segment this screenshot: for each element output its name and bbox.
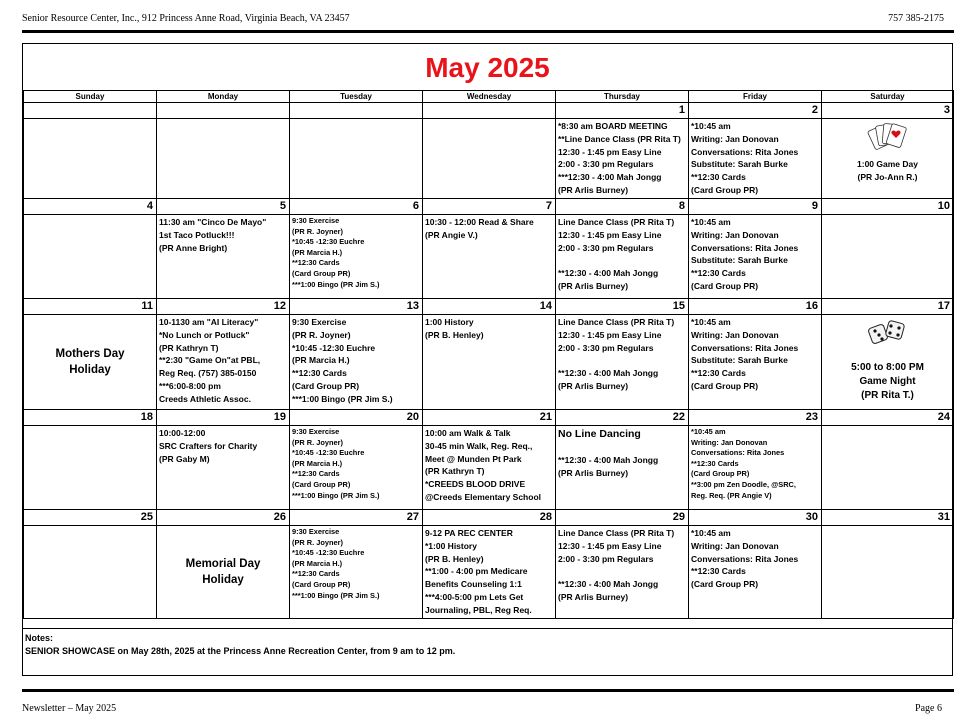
event-line <box>558 565 686 578</box>
day-cell <box>24 426 157 510</box>
event-line: *No Lunch or Potluck" <box>159 329 250 340</box>
event-line: Substitute: Sarah Burke <box>691 159 788 170</box>
event-line: (PR R. Joyner) <box>292 329 351 340</box>
day-cell <box>24 215 157 299</box>
date-number-row <box>24 103 954 119</box>
event-line: (PR Angie V.) <box>425 229 478 240</box>
date-number: 8 <box>556 199 689 215</box>
weekday-label: Monday <box>157 91 290 103</box>
date-number: 31 <box>822 510 954 526</box>
event-line: 12:30 - 1:45 pm Easy Line <box>558 229 662 240</box>
event-line: 5:00 to 8:00 PM <box>851 362 924 373</box>
date-number: 20 <box>290 410 423 426</box>
event-line: 1:00 History <box>425 317 474 327</box>
event-line: 1:00 Game Day <box>857 159 918 169</box>
event-line <box>558 441 686 454</box>
event-line: (PR B. Henley) <box>425 553 484 564</box>
event-line: **12:30 Cards <box>292 258 340 268</box>
day-cell <box>689 119 822 199</box>
date-number: 24 <box>822 410 954 426</box>
event-line: Substitute: Sarah Burke <box>691 355 788 366</box>
event-line: Creeds Athletic Assoc. <box>159 393 251 404</box>
day-cell <box>556 526 689 619</box>
event-line: Writing: Jan Donovan <box>691 329 779 340</box>
event-line: **12:30 Cards <box>691 368 746 379</box>
event-line: *10:45 am <box>691 217 731 227</box>
event-line: (Card Group PR) <box>292 579 351 589</box>
day-cell <box>822 119 954 199</box>
event-line: ***1:00 Bingo (PR Jim S.) <box>292 490 380 500</box>
day-cell <box>24 119 157 199</box>
playing-cards-icon <box>824 122 951 158</box>
event-line: *CREEDS BLOOD DRIVE <box>425 479 526 490</box>
event-line <box>558 354 686 367</box>
event-line: 2:00 - 3:30 pm Regulars <box>558 242 654 253</box>
day-cell <box>290 526 423 619</box>
event-line: 12:30 - 1:45 pm Easy Line <box>558 329 662 340</box>
weekday-label: Wednesday <box>423 91 556 103</box>
event-line: Journaling, PBL, Reg Req. <box>425 604 532 615</box>
event-line: Conversations: Rita Jones <box>691 242 799 253</box>
date-number: 7 <box>423 199 556 215</box>
date-number: 30 <box>689 510 822 526</box>
event-line: No Line Dancing <box>558 428 641 440</box>
footer-page-number: Page 6 <box>915 703 942 714</box>
date-number: 29 <box>556 510 689 526</box>
organization-header: Senior Resource Center, Inc., 912 Princess Anne Road, Virginia Beach, VA 23457 <box>22 13 350 24</box>
event-line: **12:30 Cards <box>691 172 746 183</box>
day-cell <box>556 426 689 510</box>
event-line: 9:30 Exercise <box>292 216 340 225</box>
event-line: Substitute: Sarah Burke <box>691 255 788 266</box>
day-cell <box>290 426 423 510</box>
event-line: *10:45 -12:30 Euchre <box>292 342 376 353</box>
weekday-label: Tuesday <box>290 91 423 103</box>
date-number: 11 <box>24 299 157 315</box>
event-line: (PR Marcia H.) <box>292 558 343 568</box>
event-line: **12:30 Cards <box>292 569 340 579</box>
event-line: **1:00 - 4:00 pm Medicare <box>425 566 528 577</box>
event-line: (PR Arlis Burney) <box>558 281 629 292</box>
event-line: Writing: Jan Donovan <box>691 133 779 144</box>
day-cell <box>290 315 423 410</box>
event-line: **12:30 - 4:00 Mah Jongg <box>558 268 659 279</box>
date-number: 4 <box>24 199 157 215</box>
event-line: ***4:00-5:00 pm Lets Get <box>425 591 524 602</box>
event-line: Line Dance Class (PR Rita T) <box>558 317 675 327</box>
event-line: 10:30 - 12:00 Read & Share <box>425 217 534 227</box>
notes-label: Notes: <box>25 633 54 643</box>
day-cell <box>290 215 423 299</box>
date-number: 5 <box>157 199 290 215</box>
date-number: 19 <box>157 410 290 426</box>
event-line: Meet @ Munden Pt Park <box>425 453 522 464</box>
day-cell <box>822 526 954 619</box>
event-line: (Card Group PR) <box>292 268 351 278</box>
weekday-label: Saturday <box>822 91 954 103</box>
bottom-rule <box>22 689 954 692</box>
event-line: (PR Arlis Burney) <box>558 184 629 195</box>
day-cell <box>157 119 290 199</box>
event-line: Line Dance Class (PR Rita T) <box>558 217 675 227</box>
event-line: (Card Group PR) <box>691 579 759 590</box>
event-line: (PR Arlis Burney) <box>558 381 629 392</box>
day-cell <box>822 315 954 410</box>
day-cell <box>423 215 556 299</box>
date-number-row <box>24 299 954 315</box>
event-line: @Creeds Elementary School <box>425 491 541 502</box>
event-line: *1:00 History <box>425 540 477 551</box>
date-number: 25 <box>24 510 157 526</box>
event-line: 1st Taco Potluck!!! <box>159 229 235 240</box>
event-line: Writing: Jan Donovan <box>691 437 768 447</box>
event-line: (PR R. Joyner) <box>292 226 343 236</box>
event-line: Memorial Day <box>185 557 261 570</box>
event-line: (Card Group PR) <box>691 184 759 195</box>
day-cell <box>157 215 290 299</box>
weekday-label: Sunday <box>24 91 157 103</box>
event-line: (PR Kathryn T) <box>425 466 485 477</box>
day-cell <box>556 119 689 199</box>
event-line: Writing: Jan Donovan <box>691 229 779 240</box>
day-cell <box>423 119 556 199</box>
date-number: 3 <box>822 103 954 119</box>
day-cell <box>423 526 556 619</box>
event-line: (PR Jo-Ann R.) <box>857 172 918 182</box>
event-line: **12:30 Cards <box>292 469 340 479</box>
day-cell <box>157 426 290 510</box>
event-line: (PR Arlis Burney) <box>558 467 629 478</box>
event-line: **12:30 - 4:00 Mah Jongg <box>558 455 659 465</box>
day-cell <box>556 315 689 410</box>
weekday-label: Friday <box>689 91 822 103</box>
event-line: *10:45 am <box>691 427 726 436</box>
day-cell <box>157 315 290 410</box>
event-line: 9:30 Exercise <box>292 317 347 327</box>
day-cell <box>290 119 423 199</box>
event-line: *8:30 am BOARD MEETING <box>558 121 668 131</box>
event-line: Conversations: Rita Jones <box>691 448 785 458</box>
event-line: Conversations: Rita Jones <box>691 553 799 564</box>
dice-icon <box>824 318 951 353</box>
weekday-header-row <box>24 91 954 103</box>
day-cell <box>556 215 689 299</box>
event-line: **12:30 Cards <box>292 368 347 379</box>
event-line: **12:30 - 4:00 Mah Jongg <box>558 368 659 379</box>
date-number: 17 <box>822 299 954 315</box>
event-line: ***12:30 - 4:00 Mah Jongg <box>558 172 662 183</box>
date-number: 16 <box>689 299 822 315</box>
event-line: 11:30 am "Cinco De Mayo" <box>159 217 267 227</box>
phone-number: 757 385-2175 <box>888 13 944 24</box>
event-line: (PR Anne Bright) <box>159 242 228 253</box>
event-line: Conversations: Rita Jones <box>691 146 799 157</box>
event-line <box>558 254 686 267</box>
date-number <box>290 103 423 119</box>
event-line: 2:00 - 3:30 pm Regulars <box>558 342 654 353</box>
event-line: 10-1130 am "AI Literacy" <box>159 317 259 327</box>
event-line: (Card Group PR) <box>292 380 360 391</box>
event-line: ***6:00-8:00 pm <box>159 380 221 391</box>
event-line: (PR Marcia H.) <box>292 247 343 257</box>
week-content-row <box>24 426 954 510</box>
date-number: 27 <box>290 510 423 526</box>
date-number: 28 <box>423 510 556 526</box>
event-line: *10:45 am <box>691 528 731 538</box>
event-line: *10:45 -12:30 Euchre <box>292 237 365 247</box>
event-line: 10:00 am Walk & Talk <box>425 428 511 438</box>
calendar-frame <box>22 43 953 676</box>
date-number: 21 <box>423 410 556 426</box>
date-number: 26 <box>157 510 290 526</box>
event-line: *10:45 am <box>691 121 731 131</box>
date-number-row <box>24 510 954 526</box>
day-cell <box>423 426 556 510</box>
date-number <box>24 103 157 119</box>
date-number: 15 <box>556 299 689 315</box>
event-line: **12:30 Cards <box>691 268 746 279</box>
event-line: SRC Crafters for Charity <box>159 440 258 451</box>
notes-text: SENIOR SHOWCASE on May 28th, 2025 at the Princess Anne Recreation Center, from 9 am to 12 pm. <box>25 646 456 656</box>
event-line: **Line Dance Class (PR Rita T) <box>558 133 681 144</box>
day-cell <box>822 215 954 299</box>
date-number <box>157 103 290 119</box>
event-line: ***1:00 Bingo (PR Jim S.) <box>292 279 380 289</box>
event-line: ***1:00 Bingo (PR Jim S.) <box>292 393 393 404</box>
event-line: 2:00 - 3:30 pm Regulars <box>558 159 654 170</box>
event-line: 2:00 - 3:30 pm Regulars <box>558 553 654 564</box>
event-line: (PR Arlis Burney) <box>558 592 629 603</box>
date-number: 1 <box>556 103 689 119</box>
week-content-row <box>24 215 954 299</box>
event-line: Holiday <box>69 364 111 376</box>
event-line: *10:45 -12:30 Euchre <box>292 448 365 458</box>
event-line: (PR B. Henley) <box>425 329 484 340</box>
event-line: Game Night <box>859 376 916 387</box>
notes-section <box>23 628 952 676</box>
date-number: 6 <box>290 199 423 215</box>
event-line: Holiday <box>202 573 244 586</box>
day-cell <box>24 315 157 410</box>
event-line: 12:30 - 1:45 pm Easy Line <box>558 540 662 551</box>
week-content-row <box>24 119 954 199</box>
date-number: 2 <box>689 103 822 119</box>
event-line: Mothers Day <box>55 348 125 360</box>
date-number: 23 <box>689 410 822 426</box>
event-line: (PR Gaby M) <box>159 453 210 464</box>
event-line: (PR Kathryn T) <box>159 342 219 353</box>
event-line: 10:00-12:00 <box>159 428 206 438</box>
event-line: (PR R. Joyner) <box>292 537 343 547</box>
event-line: *10:45 am <box>691 317 731 327</box>
date-number: 18 <box>24 410 157 426</box>
date-number <box>423 103 556 119</box>
date-number-row <box>24 410 954 426</box>
event-line: ***1:00 Bingo (PR Jim S.) <box>292 590 380 600</box>
date-number: 9 <box>689 199 822 215</box>
event-line: 30-45 min Walk, Reg. Req., <box>425 440 533 451</box>
event-line: 9:30 Exercise <box>292 427 340 436</box>
event-line: (Card Group PR) <box>691 469 750 479</box>
event-line: (PR Rita T.) <box>861 390 914 401</box>
event-line: Line Dance Class (PR Rita T) <box>558 528 675 538</box>
footer-newsletter: Newsletter – May 2025 <box>22 703 117 714</box>
event-line: *10:45 -12:30 Euchre <box>292 548 365 558</box>
event-line: (Card Group PR) <box>691 280 759 291</box>
event-line: (PR Marcia H.) <box>292 355 350 366</box>
event-line: (PR R. Joyner) <box>292 437 343 447</box>
event-line: Conversations: Rita Jones <box>691 342 799 353</box>
calendar-grid <box>23 90 954 619</box>
event-line: 9:30 Exercise <box>292 527 340 536</box>
event-line: (Card Group PR) <box>691 380 759 391</box>
top-rule <box>22 30 954 33</box>
day-cell <box>689 215 822 299</box>
event-line: (Card Group PR) <box>292 479 351 489</box>
event-line: **12:30 - 4:00 Mah Jongg <box>558 579 659 590</box>
weekday-label: Thursday <box>556 91 689 103</box>
event-line: Writing: Jan Donovan <box>691 540 779 551</box>
event-line: 12:30 - 1:45 pm Easy Line <box>558 146 662 157</box>
event-line: Reg. Req. (PR Angie V) <box>691 490 772 500</box>
day-cell <box>689 315 822 410</box>
day-cell <box>689 426 822 510</box>
day-cell <box>157 526 290 619</box>
day-cell <box>689 526 822 619</box>
day-cell <box>822 426 954 510</box>
day-cell <box>423 315 556 410</box>
week-content-row <box>24 315 954 410</box>
date-number: 14 <box>423 299 556 315</box>
day-cell <box>24 526 157 619</box>
date-number: 22 <box>556 410 689 426</box>
event-line: Reg Req. (757) 385-0150 <box>159 368 257 379</box>
event-line: **12:30 Cards <box>691 458 739 468</box>
date-number-row <box>24 199 954 215</box>
week-content-row <box>24 526 954 619</box>
event-line: **3:00 pm Zen Doodle, @SRC, <box>691 479 796 489</box>
event-line: Benefits Counseling 1:1 <box>425 579 522 590</box>
event-line: **12:30 Cards <box>691 566 746 577</box>
event-line: (PR Marcia H.) <box>292 458 343 468</box>
calendar-title: May 2025 <box>425 52 550 83</box>
date-number: 13 <box>290 299 423 315</box>
date-number: 10 <box>822 199 954 215</box>
event-line: **2:30 "Game On"at PBL, <box>159 355 261 366</box>
date-number: 12 <box>157 299 290 315</box>
event-line: 9-12 PA REC CENTER <box>425 528 513 538</box>
